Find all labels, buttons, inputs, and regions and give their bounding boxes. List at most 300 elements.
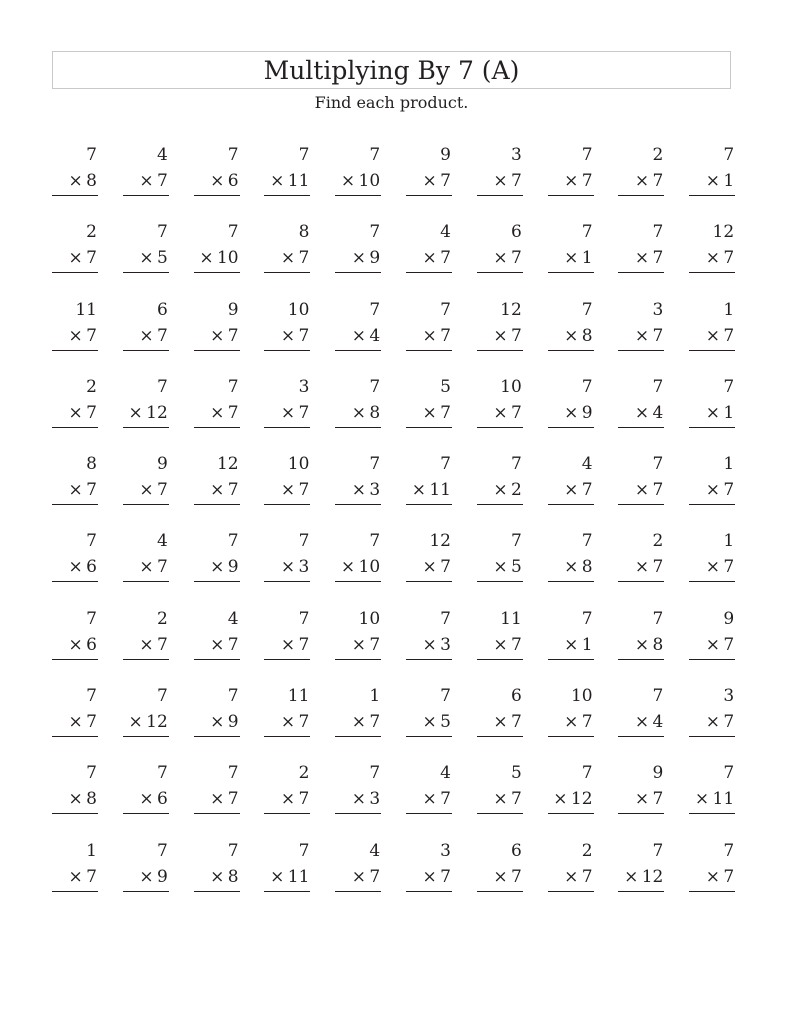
answer-line bbox=[264, 195, 310, 196]
answer-line bbox=[123, 736, 169, 737]
multiplier: × 5 bbox=[493, 557, 522, 578]
multiplier: × 10 bbox=[340, 557, 381, 578]
multiplicand: 7 bbox=[723, 145, 735, 165]
problem-10 bbox=[689, 142, 735, 219]
answer-line bbox=[123, 272, 169, 273]
multiplier: × 8 bbox=[68, 789, 97, 810]
problem-25 bbox=[335, 297, 381, 374]
problem-31 bbox=[52, 374, 98, 451]
problem-79 bbox=[618, 683, 664, 760]
answer-line bbox=[689, 581, 735, 582]
problem-77 bbox=[477, 683, 523, 760]
multiplier: × 9 bbox=[210, 557, 239, 578]
multiplier: × 9 bbox=[210, 712, 239, 733]
multiplier: × 7 bbox=[493, 866, 522, 887]
problem-91 bbox=[52, 838, 98, 915]
answer-line bbox=[548, 813, 594, 814]
problem-48 bbox=[548, 451, 594, 528]
answer-line bbox=[52, 891, 98, 892]
multiplier: × 3 bbox=[280, 557, 310, 578]
multiplicand: 1 bbox=[723, 531, 735, 552]
multiplicand: 7 bbox=[86, 763, 97, 784]
answer-line bbox=[123, 195, 169, 196]
multiplicand: 7 bbox=[298, 531, 310, 552]
answer-line bbox=[406, 813, 452, 814]
multiplier: × 4 bbox=[351, 325, 381, 346]
multiplier: × 7 bbox=[634, 557, 664, 578]
problem-70 bbox=[689, 606, 735, 683]
multiplier: × 4 bbox=[634, 712, 664, 733]
multiplier: × 7 bbox=[210, 325, 239, 346]
problem-2 bbox=[123, 142, 169, 219]
answer-line bbox=[52, 813, 98, 814]
multiplier: × 6 bbox=[210, 171, 239, 191]
multiplier: × 7 bbox=[68, 480, 97, 501]
multiplicand: 1 bbox=[86, 840, 97, 861]
problem-81 bbox=[52, 760, 98, 837]
multiplier: × 9 bbox=[564, 402, 593, 423]
problem-13 bbox=[194, 219, 240, 296]
multiplicand: 7 bbox=[156, 763, 168, 784]
multiplier: × 5 bbox=[139, 248, 168, 269]
multiplicand: 2 bbox=[86, 376, 97, 397]
multiplier: × 7 bbox=[564, 866, 593, 887]
problem-100 bbox=[689, 838, 735, 915]
multiplicand: 2 bbox=[652, 145, 664, 165]
multiplicand: 9 bbox=[156, 454, 168, 475]
answer-line bbox=[689, 659, 735, 660]
multiplicand: 2 bbox=[652, 531, 664, 552]
answer-line bbox=[548, 581, 594, 582]
multiplicand: 7 bbox=[440, 686, 451, 707]
multiplicand: 7 bbox=[86, 531, 97, 552]
multiplicand: 7 bbox=[156, 840, 168, 861]
multiplicand: 2 bbox=[581, 840, 593, 861]
answer-line bbox=[52, 427, 98, 428]
answer-line bbox=[335, 504, 381, 505]
multiplicand: 12 bbox=[500, 299, 522, 320]
multiplier: × 7 bbox=[422, 789, 451, 810]
answer-line bbox=[194, 891, 240, 892]
answer-line bbox=[264, 350, 310, 351]
multiplicand: 8 bbox=[86, 454, 97, 475]
answer-line bbox=[477, 659, 523, 660]
multiplicand: 11 bbox=[287, 686, 310, 707]
multiplicand: 8 bbox=[298, 222, 310, 243]
multiplier: × 7 bbox=[139, 634, 168, 655]
problem-14 bbox=[264, 219, 310, 296]
answer-line bbox=[194, 736, 240, 737]
multiplicand: 3 bbox=[440, 840, 451, 861]
multiplicand: 7 bbox=[227, 686, 239, 707]
multiplier: × 7 bbox=[210, 634, 239, 655]
multiplier: × 6 bbox=[139, 789, 168, 810]
answer-line bbox=[406, 272, 452, 273]
multiplicand: 2 bbox=[298, 763, 310, 784]
problem-9 bbox=[618, 142, 664, 219]
answer-line bbox=[406, 736, 452, 737]
multiplicand: 10 bbox=[570, 686, 593, 707]
multiplier: × 7 bbox=[705, 866, 735, 887]
problem-47 bbox=[477, 451, 523, 528]
multiplier: × 1 bbox=[564, 634, 593, 655]
multiplicand: 3 bbox=[510, 145, 522, 165]
multiplier: × 7 bbox=[422, 866, 451, 887]
answer-line bbox=[194, 350, 240, 351]
multiplier: × 2 bbox=[493, 480, 522, 501]
answer-line bbox=[477, 272, 523, 273]
multiplicand: 7 bbox=[581, 222, 593, 243]
multiplicand: 7 bbox=[369, 299, 381, 320]
answer-line bbox=[477, 350, 523, 351]
problem-56 bbox=[406, 528, 452, 605]
multiplier: × 7 bbox=[351, 866, 381, 887]
multiplier: × 11 bbox=[694, 789, 735, 810]
answer-line bbox=[689, 813, 735, 814]
multiplicand: 7 bbox=[440, 454, 451, 475]
multiplier: × 7 bbox=[139, 171, 168, 191]
answer-line bbox=[123, 891, 169, 892]
problem-46 bbox=[406, 451, 452, 528]
answer-line bbox=[689, 272, 735, 273]
multiplicand: 10 bbox=[500, 376, 522, 397]
multiplier: × 7 bbox=[705, 712, 735, 733]
multiplier: × 7 bbox=[422, 171, 451, 191]
problem-82 bbox=[123, 760, 169, 837]
answer-line bbox=[52, 350, 98, 351]
multiplier: × 7 bbox=[351, 634, 381, 655]
answer-line bbox=[477, 813, 523, 814]
multiplicand: 7 bbox=[86, 145, 97, 165]
problem-99 bbox=[618, 838, 664, 915]
multiplicand: 12 bbox=[429, 531, 451, 552]
problem-1 bbox=[52, 142, 98, 219]
multiplier: × 1 bbox=[705, 402, 735, 423]
multiplier: × 7 bbox=[280, 480, 310, 501]
problem-84 bbox=[264, 760, 310, 837]
answer-line bbox=[689, 504, 735, 505]
problem-38 bbox=[548, 374, 594, 451]
answer-line bbox=[548, 659, 594, 660]
multiplicand: 9 bbox=[723, 608, 735, 629]
answer-line bbox=[264, 659, 310, 660]
answer-line bbox=[406, 891, 452, 892]
problem-45 bbox=[335, 451, 381, 528]
problem-97 bbox=[477, 838, 523, 915]
problem-83 bbox=[194, 760, 240, 837]
multiplicand: 6 bbox=[510, 840, 522, 861]
multiplier: × 9 bbox=[351, 248, 381, 269]
multiplier: × 7 bbox=[493, 634, 522, 655]
problem-58 bbox=[548, 528, 594, 605]
multiplicand: 4 bbox=[156, 531, 168, 552]
answer-line bbox=[618, 659, 664, 660]
answer-line bbox=[618, 736, 664, 737]
multiplicand: 7 bbox=[369, 763, 381, 784]
multiplier: × 7 bbox=[493, 789, 522, 810]
multiplicand: 7 bbox=[652, 686, 664, 707]
multiplier: × 12 bbox=[128, 712, 168, 733]
answer-line bbox=[194, 813, 240, 814]
answer-line bbox=[548, 195, 594, 196]
answer-line bbox=[264, 504, 310, 505]
answer-line bbox=[264, 736, 310, 737]
multiplier: × 7 bbox=[493, 171, 522, 191]
multiplicand: 9 bbox=[227, 299, 239, 320]
problem-72 bbox=[123, 683, 169, 760]
multiplicand: 7 bbox=[581, 763, 593, 784]
multiplicand: 10 bbox=[287, 454, 310, 475]
multiplicand: 7 bbox=[369, 454, 381, 475]
multiplier: × 7 bbox=[634, 248, 664, 269]
answer-line bbox=[264, 272, 310, 273]
problem-52 bbox=[123, 528, 169, 605]
problem-35 bbox=[335, 374, 381, 451]
answer-line bbox=[335, 350, 381, 351]
problem-67 bbox=[477, 606, 523, 683]
answer-line bbox=[406, 427, 452, 428]
answer-line bbox=[194, 504, 240, 505]
multiplier: × 7 bbox=[68, 866, 97, 887]
multiplicand: 7 bbox=[440, 608, 451, 629]
answer-line bbox=[477, 736, 523, 737]
problem-33 bbox=[194, 374, 240, 451]
multiplier: × 7 bbox=[705, 325, 735, 346]
problem-7 bbox=[477, 142, 523, 219]
answer-line bbox=[52, 659, 98, 660]
multiplicand: 4 bbox=[440, 763, 451, 784]
problem-63 bbox=[194, 606, 240, 683]
problem-18 bbox=[548, 219, 594, 296]
multiplier: × 7 bbox=[280, 712, 310, 733]
multiplicand: 7 bbox=[510, 531, 522, 552]
worksheet-instructions: Find each product. bbox=[314, 93, 469, 112]
multiplicand: 7 bbox=[298, 608, 310, 629]
multiplier: × 6 bbox=[68, 634, 97, 655]
multiplicand: 11 bbox=[500, 608, 522, 629]
multiplier: × 7 bbox=[564, 171, 593, 191]
answer-line bbox=[548, 891, 594, 892]
multiplicand: 7 bbox=[652, 454, 664, 475]
multiplier: × 10 bbox=[340, 171, 381, 191]
multiplier: × 7 bbox=[564, 712, 593, 733]
answer-line bbox=[335, 813, 381, 814]
multiplier: × 7 bbox=[634, 325, 664, 346]
multiplicand: 7 bbox=[581, 145, 593, 165]
multiplier: × 7 bbox=[422, 402, 451, 423]
answer-line bbox=[194, 659, 240, 660]
problem-65 bbox=[335, 606, 381, 683]
multiplier: × 7 bbox=[422, 248, 451, 269]
multiplier: × 3 bbox=[351, 789, 381, 810]
answer-line bbox=[618, 581, 664, 582]
answer-line bbox=[548, 350, 594, 351]
problem-75 bbox=[335, 683, 381, 760]
multiplier: × 7 bbox=[210, 402, 239, 423]
problem-87 bbox=[477, 760, 523, 837]
answer-line bbox=[406, 195, 452, 196]
answer-line bbox=[194, 195, 240, 196]
answer-line bbox=[618, 272, 664, 273]
multiplicand: 7 bbox=[652, 222, 664, 243]
multiplicand: 7 bbox=[156, 686, 168, 707]
problem-16 bbox=[406, 219, 452, 296]
multiplicand: 4 bbox=[581, 454, 593, 475]
multiplier: × 7 bbox=[634, 789, 664, 810]
multiplicand: 2 bbox=[156, 608, 168, 629]
multiplicand: 7 bbox=[227, 763, 239, 784]
answer-line bbox=[194, 272, 240, 273]
multiplicand: 7 bbox=[652, 608, 664, 629]
multiplicand: 7 bbox=[369, 531, 381, 552]
answer-line bbox=[477, 891, 523, 892]
multiplicand: 6 bbox=[510, 686, 522, 707]
multiplicand: 11 bbox=[75, 299, 97, 320]
multiplier: × 4 bbox=[634, 402, 664, 423]
problem-22 bbox=[123, 297, 169, 374]
worksheet-title: Multiplying By 7 (A) bbox=[263, 56, 520, 85]
problem-59 bbox=[618, 528, 664, 605]
problem-41 bbox=[52, 451, 98, 528]
problem-76 bbox=[406, 683, 452, 760]
problem-30 bbox=[689, 297, 735, 374]
answer-line bbox=[123, 813, 169, 814]
multiplicand: 4 bbox=[156, 145, 168, 165]
multiplicand: 4 bbox=[369, 840, 381, 861]
multiplicand: 7 bbox=[227, 376, 239, 397]
multiplier: × 7 bbox=[280, 248, 310, 269]
multiplicand: 7 bbox=[156, 376, 168, 397]
multiplicand: 3 bbox=[298, 376, 310, 397]
problem-57 bbox=[477, 528, 523, 605]
multiplicand: 5 bbox=[510, 763, 522, 784]
problem-12 bbox=[123, 219, 169, 296]
answer-line bbox=[335, 581, 381, 582]
problem-6 bbox=[406, 142, 452, 219]
multiplier: × 7 bbox=[493, 402, 522, 423]
problem-42 bbox=[123, 451, 169, 528]
problem-90 bbox=[689, 760, 735, 837]
answer-line bbox=[123, 350, 169, 351]
problem-89 bbox=[618, 760, 664, 837]
multiplier: × 7 bbox=[280, 634, 310, 655]
answer-line bbox=[123, 659, 169, 660]
answer-line bbox=[618, 813, 664, 814]
answer-line bbox=[52, 581, 98, 582]
problem-93 bbox=[194, 838, 240, 915]
multiplicand: 7 bbox=[652, 376, 664, 397]
answer-line bbox=[264, 427, 310, 428]
multiplier: × 11 bbox=[270, 866, 310, 887]
multiplicand: 7 bbox=[227, 531, 239, 552]
problem-40 bbox=[689, 374, 735, 451]
multiplier: × 7 bbox=[705, 480, 735, 501]
problem-17 bbox=[477, 219, 523, 296]
problem-5 bbox=[335, 142, 381, 219]
answer-line bbox=[689, 350, 735, 351]
multiplier: × 8 bbox=[634, 634, 664, 655]
problem-26 bbox=[406, 297, 452, 374]
multiplicand: 10 bbox=[358, 608, 381, 629]
multiplicand: 7 bbox=[86, 686, 97, 707]
multiplier: × 1 bbox=[705, 171, 735, 191]
problem-21 bbox=[52, 297, 98, 374]
multiplier: × 8 bbox=[68, 171, 97, 191]
answer-line bbox=[406, 504, 452, 505]
multiplier: × 7 bbox=[68, 402, 97, 423]
problem-44 bbox=[264, 451, 310, 528]
multiplicand: 12 bbox=[216, 454, 239, 475]
multiplicand: 6 bbox=[510, 222, 522, 243]
problem-96 bbox=[406, 838, 452, 915]
problem-60 bbox=[689, 528, 735, 605]
problem-74 bbox=[264, 683, 310, 760]
problem-28 bbox=[548, 297, 594, 374]
problem-73 bbox=[194, 683, 240, 760]
problem-88 bbox=[548, 760, 594, 837]
multiplicand: 5 bbox=[440, 376, 451, 397]
multiplicand: 9 bbox=[652, 763, 664, 784]
multiplicand: 10 bbox=[287, 299, 310, 320]
multiplier: × 7 bbox=[493, 712, 522, 733]
answer-line bbox=[335, 195, 381, 196]
multiplicand: 7 bbox=[227, 222, 239, 243]
multiplicand: 7 bbox=[369, 222, 381, 243]
answer-line bbox=[264, 813, 310, 814]
multiplier: × 7 bbox=[68, 248, 97, 269]
problem-32 bbox=[123, 374, 169, 451]
multiplier: × 12 bbox=[128, 402, 168, 423]
answer-line bbox=[548, 427, 594, 428]
problem-71 bbox=[52, 683, 98, 760]
problem-4 bbox=[264, 142, 310, 219]
problem-11 bbox=[52, 219, 98, 296]
multiplicand: 7 bbox=[298, 840, 310, 861]
multiplier: × 9 bbox=[139, 866, 168, 887]
multiplier: × 7 bbox=[705, 634, 735, 655]
multiplier: × 12 bbox=[553, 789, 593, 810]
multiplier: × 7 bbox=[68, 712, 97, 733]
multiplicand: 1 bbox=[723, 454, 735, 475]
multiplicand: 7 bbox=[723, 376, 735, 397]
multiplier: × 5 bbox=[422, 712, 451, 733]
answer-line bbox=[477, 427, 523, 428]
multiplier: × 7 bbox=[705, 248, 735, 269]
answer-line bbox=[194, 427, 240, 428]
answer-line bbox=[548, 272, 594, 273]
problem-23 bbox=[194, 297, 240, 374]
multiplicand: 9 bbox=[440, 145, 451, 165]
problem-95 bbox=[335, 838, 381, 915]
problem-54 bbox=[264, 528, 310, 605]
multiplier: × 10 bbox=[199, 248, 239, 269]
multiplicand: 7 bbox=[723, 763, 735, 784]
answer-line bbox=[477, 581, 523, 582]
answer-line bbox=[123, 427, 169, 428]
answer-line bbox=[52, 736, 98, 737]
multiplier: × 8 bbox=[351, 402, 381, 423]
answer-line bbox=[335, 272, 381, 273]
problem-50 bbox=[689, 451, 735, 528]
multiplier: × 6 bbox=[68, 557, 97, 578]
answer-line bbox=[548, 504, 594, 505]
multiplier: × 7 bbox=[634, 171, 664, 191]
problem-37 bbox=[477, 374, 523, 451]
multiplier: × 7 bbox=[280, 325, 310, 346]
multiplicand: 7 bbox=[156, 222, 168, 243]
multiplier: × 8 bbox=[210, 866, 239, 887]
multiplier: × 7 bbox=[422, 325, 451, 346]
